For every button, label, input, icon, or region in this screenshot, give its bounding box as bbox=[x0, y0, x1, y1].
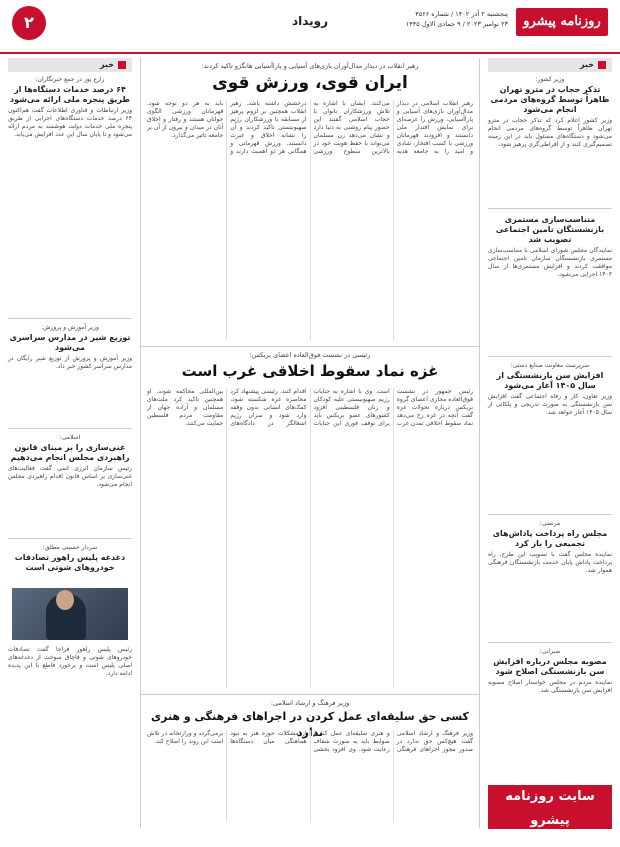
brief-item-body: رئیس پلیس راهور فراجا گفت تصادفات خودروهای شوتی و قاچاق سوخت از دغدغه‌های اصلی پلیس است و برخورد قاطع با این پدیده ادامه دارد. bbox=[8, 646, 132, 677]
lead-kicker: رهبر انقلاب در دیدار مدال‌آوران بازی‌های آسیایی و پاراآسیایی هانگژو تاکید کردند: bbox=[201, 62, 419, 70]
third-headline: کسی حق سلیقه‌ای عمل کردن در اجراهای فرهنگی و هنری ندارد bbox=[151, 710, 469, 739]
third-article-body: وزیر فرهنگ و ارشاد اسلامی گفت هیچ‌کس حق ندارد در صدور مجوز اجراهای فرهنگی و هنری سلیقه‌ای عمل کند و ضوابط باید به صورت شفاف رعایت شود. وی افزود بخشی از مشکلات حوزه هنر به نبود هماهنگی میان دستگاه‌ها برمی‌گردد و وزارتخانه در تلاش است این روند را اصلاح کند. bbox=[147, 730, 473, 753]
site-promo-title: سایت روزنامه پیشرو bbox=[505, 789, 595, 828]
brief-title: مجلس راه پرداخت پاداش‌های تجمیعی را باز کرد bbox=[492, 529, 608, 548]
center-articles bbox=[140, 58, 480, 828]
brief-item: سرپرست معاونت صنایع دستی: افزایش سن بازنشستگی از سال ۱۴۰۵ آغاز می‌شود وزیر تعاون، کار و رفاه اجتماعی گفت افزایش سن بازنشستگی به صورت تدریجی و پلکانی از سال ۱۴۰۵ آغاز خواهد شد. bbox=[488, 362, 612, 416]
brief-item: وزیر کشور: تذکر حجاب در مترو تهران ظاهراً توسط گروه‌های مردمی انجام می‌شود وزیر کشور اعلام کرد که تذکر حجاب در مترو تهران ظاهراً توسط گروه‌های مردمی انجام می‌شود و دستگاه‌های مسئول باید در این زمینه تصمیم‌گیری کنند و از افراطی‌گری پرهیز شود. bbox=[488, 76, 612, 148]
third-kicker: وزیر فرهنگ و ارشاد اسلامی: bbox=[270, 699, 350, 707]
label-marker-icon bbox=[598, 61, 606, 69]
website-promo-box[interactable] bbox=[488, 785, 612, 845]
brief-title: دغدغه پلیس راهور تصادفات خودروهای شوتی است bbox=[14, 553, 126, 572]
brief-item: زارع پور در جمع خبرنگاران: ۶۴ درصد خدمات دستگاه‌ها از طریق پنجره ملی ارائه می‌شود وزیر ارتباطات و فناوری اطلاعات گفت هم‌اکنون ۶۴ درصد خدمات دستگاه‌های اجرایی از طریق پنجره ملی خدمات دولت هوشمند به مردم ارائه می‌شود و تا پایان سال این عدد افزایش می‌یابد. bbox=[8, 76, 132, 138]
news-photo bbox=[12, 588, 128, 640]
second-kicker: رئیسی در نشست فوق‌العاده اعضای بریکس: bbox=[249, 351, 371, 359]
brief-title: ۶۴ درصد خدمات دستگاه‌ها از طریق پنجره ملی ارائه می‌شود bbox=[10, 85, 130, 104]
issue-line-1: پنجشنبه ۲ آذر ۱۴۰۲ / شماره ۴۵۶۶ bbox=[415, 10, 508, 18]
section-title: رویداد bbox=[291, 14, 329, 28]
issue-line-2: ۲۳ نوامبر ۲۰۲۳ / ۹ جمادی الاول ۱۴۴۵ bbox=[405, 20, 508, 28]
second-article-body: رئیس جمهور در نشست فوق‌العاده مجازی اعضای گروه بریکس درباره تحولات غزه گفت آنچه در غزه رخ می‌دهد نماد سقوط اخلاقی تمدن غرب است. وی با اشاره به جنایات رژیم صهیونیستی علیه کودکان و زنان فلسطینی افزود کشورهای عضو بریکس باید برای توقف فوری این جنایات اقدام کنند. رئیسی پیشنهاد کرد محاصره غزه شکسته شود، کمک‌های انسانی بدون وقفه وارد شود و سران رژیم اشغالگر در دادگاه‌های بین‌المللی محاکمه شوند. او همچنین تاکید کرد ملت‌های مسلمان و آزاده جهان از مقاومت مردم فلسطین حمایت می‌کنند. bbox=[147, 388, 473, 427]
brief-item: صبرانی: مصوبه مجلس درباره افزایش سن بازنشستگی اصلاح شود نماینده مردم در مجلس خواستار اصلاح مصوبه افزایش سن بازنشستگی شد. bbox=[488, 648, 612, 694]
brief-title: غنی‌سازی را بر مبنای قانون راهبردی مجلس انجام می‌دهیم bbox=[10, 443, 130, 462]
page-header bbox=[0, 0, 620, 54]
right-column-label: خبر bbox=[488, 58, 612, 72]
newspaper-logo: روزنامه پیشرو bbox=[516, 8, 608, 36]
label-marker-icon bbox=[118, 61, 126, 69]
brief-item: اسلامی: غنی‌سازی را بر مبنای قانون راهبردی مجلس انجام می‌دهیم رئیس سازمان انرژی اتمی گفت فعالیت‌های غنی‌سازی بر اساس قانون اقدام راهبردی مجلس انجام می‌شود. bbox=[8, 434, 132, 488]
brief-item: سردار حسینی مطلق: دغدغه پلیس راهور تصادفات خودروهای شوتی است bbox=[8, 544, 132, 584]
brief-title: تذکر حجاب در مترو تهران ظاهراً توسط گروه‌های مردمی انجام می‌شود bbox=[490, 85, 610, 114]
brief-title: توزیع شیر در مدارس سراسری می‌شود bbox=[9, 333, 131, 352]
person-head-icon bbox=[56, 590, 74, 610]
right-news-column bbox=[488, 58, 612, 828]
second-headline: غزه نماد سقوط اخلاقی غرب است bbox=[181, 362, 439, 380]
brief-item: متناسب‌سازی مستمری بازنشستگان تامین اجتماعی تصویب شد نمایندگان مجلس شورای اسلامی با متناسب‌سازی مستمری بازنشستگان سازمان تامین اجتماعی موافقت کردند و افزایش مستمری‌ها از سال ۱۴۰۳ اجرایی می‌شود. bbox=[488, 215, 612, 278]
brief-title: افزایش سن بازنشستگی از سال ۱۴۰۵ آغاز می‌شود bbox=[496, 371, 604, 390]
site-url-link[interactable]: www.Pishrodaily.ir bbox=[507, 835, 593, 845]
left-column-label: خبر bbox=[8, 58, 132, 72]
lead-headline: ایران قوی، ورزش قوی bbox=[212, 73, 408, 93]
brief-item: وزیر آموزش و پرورش: توزیع شیر در مدارس سراسری می‌شود وزیر آموزش و پرورش از توزیع شیر رایگان در مدارس سراسر کشور خبر داد. bbox=[8, 324, 132, 370]
lead-article-body: رهبر انقلاب اسلامی در دیدار مدال‌آوران بازی‌های آسیایی و پاراآسیایی، ورزش را عرصه‌ای برای نمایش اقتدار ملی دانستند و افزودند قهرمانان ورزشی با کسب افتخار، شادی و امید را به جامعه هدیه می‌کنند. ایشان با اشاره به تلاش ورزشکاران بانوان با حجاب اسلامی گفتند این حضور پیام روشنی به دنیا دارد و نشان می‌دهد زن مسلمان می‌تواند با حفظ هویت خود در بالاترین سطوح ورزشی درخشش داشته باشد. رهبر انقلاب همچنین بر لزوم پرهیز از مسابقه با ورزشکاران رژیم صهیونیستی تاکید کردند و آن را نشانه اخلاق و غیرت دانستند. ورزش قهرمانی و همگانی هر دو اهمیت دارند و باید به هر دو توجه شود. قهرمانان ورزشی الگوی جوانان هستند و رفتار و اخلاق آنان در میدان و بیرون از آن بر جامعه تاثیر می‌گذارد. bbox=[147, 100, 473, 155]
left-news-column bbox=[8, 58, 132, 828]
brief-title: مصوبه مجلس درباره افزایش سن بازنشستگی اصلاح شود bbox=[493, 657, 607, 676]
brief-title: متناسب‌سازی مستمری بازنشستگان تامین اجتماعی تصویب شد bbox=[495, 215, 605, 244]
page-number-badge: ۲ bbox=[12, 6, 46, 40]
brief-item: مرتضی: مجلس راه پرداخت پاداش‌های تجمیعی را باز کرد نماینده مجلس گفت با تصویب این طرح، راه پرداخت پاداش پایان خدمت بازنشستگان فرهنگی هموار شد. bbox=[488, 520, 612, 574]
